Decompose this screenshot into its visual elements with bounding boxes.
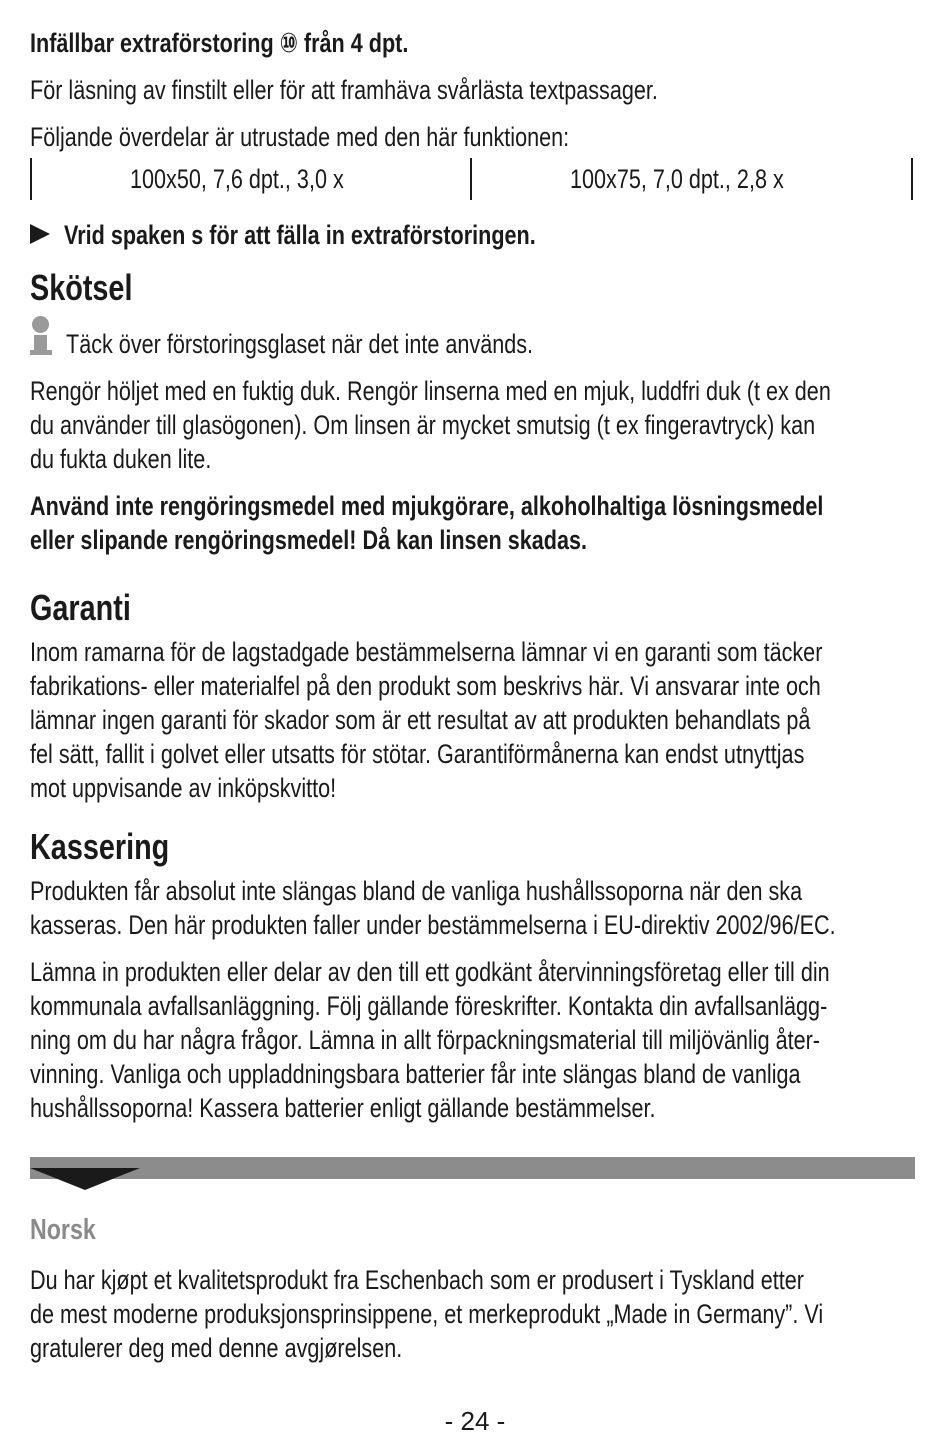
- chevron-down-icon: [30, 1168, 140, 1190]
- norsk-line: de mest moderne produksjonsprinsippene, et merkeprodukt „Made in Germany”. Vi: [30, 1299, 824, 1329]
- care-warning: Använd inte rengöringsmedel med mjukgörare, alkoholhaltiga lösningsmedel: [30, 491, 824, 521]
- care-line: du fukta duken lite.: [30, 444, 212, 474]
- warranty-line: fabrikations- eller materialfel på den produkt som beskrivs här. Vi ansvarar inte och: [30, 671, 821, 701]
- disposal-line: hushållssoporna! Kassera batterier enligt gällande bestämmelser.: [30, 1093, 656, 1123]
- table-divider: [911, 158, 913, 200]
- warranty-line: lämnar ingen garanti för skador som är ett resultat av att produkten behandlats på: [30, 705, 811, 735]
- care-tip: Täck över förstoringsglaset när det inte används.: [66, 329, 534, 359]
- disposal-line: vinning. Vanliga och uppladdningsbara batterier får inte slängas bland de vanliga: [30, 1059, 801, 1089]
- disposal-line: Produkten får absolut inte slängas bland de vanliga hushållssoporna när den ska: [30, 876, 803, 906]
- arrow-right-icon: [30, 224, 50, 244]
- care-heading: Skötsel: [30, 267, 133, 308]
- warranty-heading: Garanti: [30, 587, 131, 628]
- language-divider: [30, 1157, 915, 1179]
- info-icon: [30, 316, 52, 356]
- norsk-line: Du har kjøpt et kvalitetsprodukt fra Eschenbach som er produsert i Tyskland etter: [30, 1265, 804, 1295]
- care-line: Rengör höljet med en fuktig duk. Rengör linserna med en mjuk, luddfri duk (t ex den: [30, 376, 831, 406]
- table-divider: [470, 158, 472, 200]
- table-cell: 100x50, 7,6 dpt., 3,0 x: [130, 164, 344, 194]
- warranty-line: Inom ramarna för de lagstadgade bestämmelserna lämnar vi en garanti som täcker: [30, 637, 823, 667]
- care-warning: eller slipande rengöringsmedel! Då kan linsen skadas.: [30, 525, 588, 555]
- norsk-line: gratulerer deg med denne avgjørelsen.: [30, 1333, 403, 1363]
- table-cell: 100x75, 7,0 dpt., 2,8 x: [570, 164, 784, 194]
- feature-lead: Följande överdelar är utrustade med den här funktionen:: [30, 122, 570, 152]
- instruction-text: Vrid spaken s för att fälla in extraförstoringen.: [64, 220, 536, 250]
- table-divider: [30, 158, 32, 200]
- page-number: - 24 -: [444, 1406, 506, 1436]
- disposal-line: kommunala avfallsanläggning. Följ gällande föreskrifter. Kontakta din avfallsanlägg-: [30, 991, 828, 1021]
- care-line: du använder till glasögonen). Om linsen är mycket smutsig (t ex fingeravtryck) kan: [30, 410, 816, 440]
- disposal-line: ning om du har några frågor. Lämna in allt förpackningsmaterial till miljövänlig åter-: [30, 1025, 820, 1055]
- disposal-line: Lämna in produkten eller delar av den till ett godkänt återvinningsföretag eller till din: [30, 957, 830, 987]
- disposal-line: kasseras. Den här produkten faller under bestämmelserna i EU-direktiv 2002/96/EC.: [30, 910, 836, 940]
- warranty-line: fel sätt, fallit i golvet eller utsatts för stötar. Garantiförmånerna kan endst utnyttjas: [30, 739, 805, 769]
- model-table: [30, 158, 915, 200]
- feature-intro: För läsning av finstilt eller för att framhäva svårlästa textpassager.: [30, 75, 658, 105]
- warranty-line: mot uppvisande av inköpskvitto!: [30, 773, 337, 803]
- feature-heading: Infällbar extraförstoring ⑩ från 4 dpt.: [30, 28, 409, 58]
- disposal-heading: Kassering: [30, 826, 170, 867]
- norsk-heading: Norsk: [30, 1214, 96, 1246]
